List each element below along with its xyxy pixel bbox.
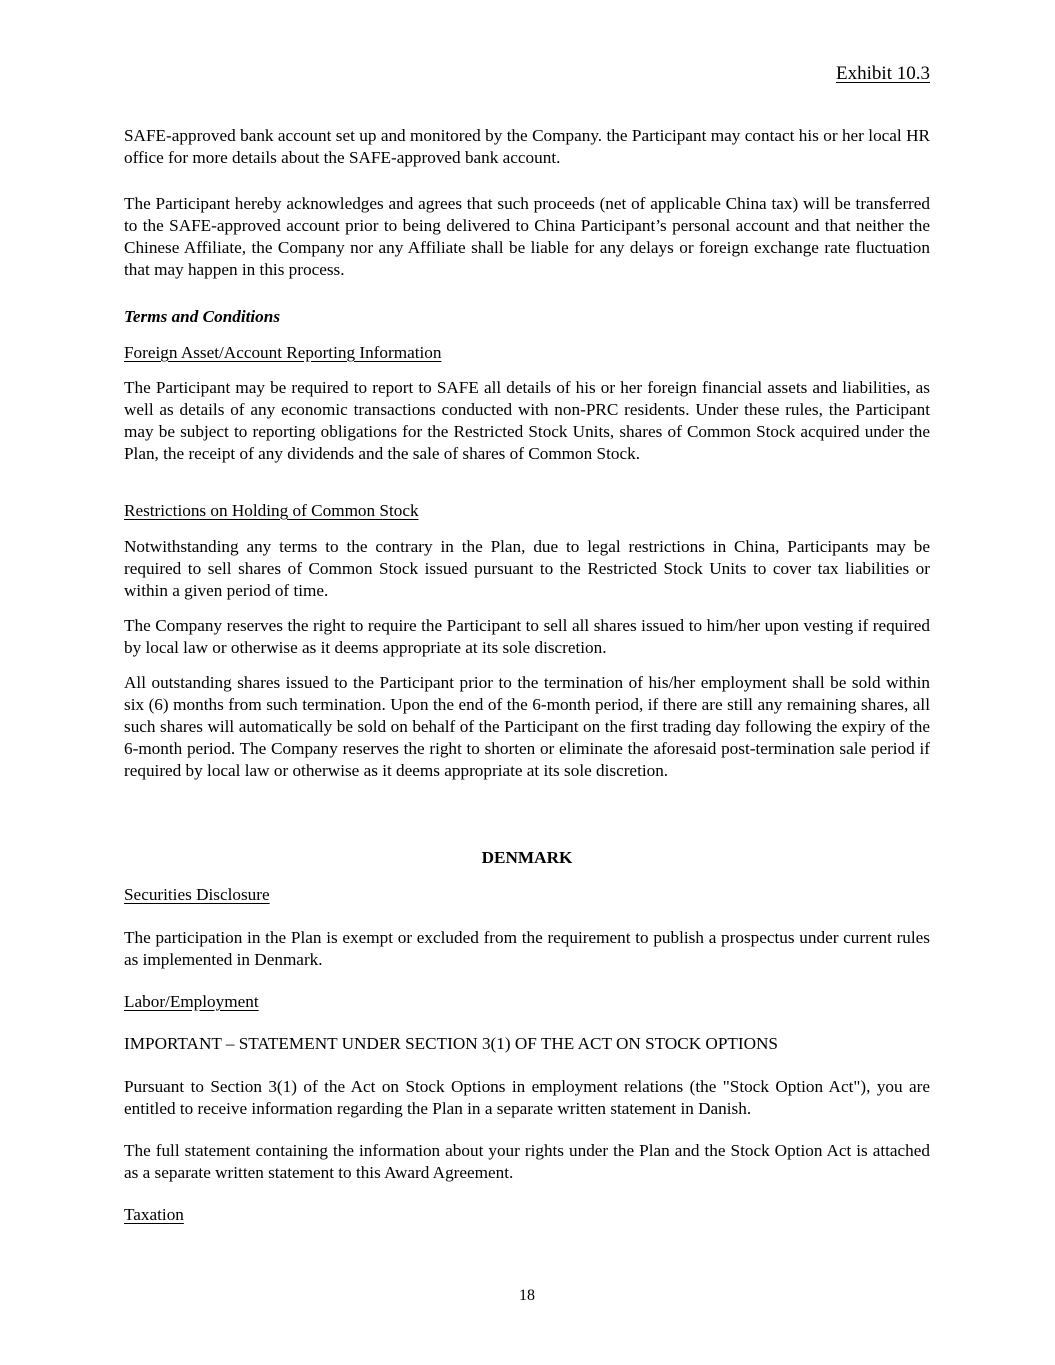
document-page [124, 0, 930, 1365]
page-number: 18 [519, 1287, 535, 1304]
securities-disclosure-heading: Securities Disclosure [124, 885, 270, 904]
statement-heading: IMPORTANT – STATEMENT UNDER SECTION 3(1) OF THE ACT ON STOCK OPTIONS [124, 1034, 778, 1053]
restrictions-heading: Restrictions on Holding of Common Stock [124, 501, 419, 520]
outstanding-shares-paragraph: All outstanding shares issued to the Participant prior to the termination of his/her employment shall be sold within six (6) months from such termination. Upon the end of the 6-month period, if there are still any remaining shares, all such shares will automatically be sold on behalf of the Participant on the first trading day following the expiry of the 6-month period. The Company reserves the right to shorten or eliminate the aforesaid post-termination sale period if required by local law or otherwise as it deems appropriate at its sole discretion. [124, 673, 930, 780]
foreign-asset-heading: Foreign Asset/Account Reporting Information [124, 343, 442, 362]
exhibit-label: Exhibit 10.3 [836, 63, 930, 84]
taxation-heading-line [124, 1204, 930, 1226]
china-safe-account-paragraph: SAFE-approved bank account set up and monitored by the Company. the Participant may contact his or her local HR office for more details about the SAFE-approved bank account. [124, 126, 930, 167]
terms-conditions-heading: Terms and Conditions [124, 307, 281, 326]
foreign-asset-heading-line [124, 342, 930, 364]
full-statement-paragraph: The full statement containing the information about your rights under the Plan and the Stock Option Act is attached as a separate written statement to this Award Agreement. [124, 1141, 930, 1182]
stock-option-act-paragraph: Pursuant to Section 3(1) of the Act on Stock Options in employment relations (the "Stock Option Act"), you are entitled to receive information regarding the Plan in a separate written statement in Danish. [124, 1077, 930, 1118]
china-proceeds-paragraph: The Participant hereby acknowledges and agrees that such proceeds (net of applicable China tax) will be transferred to the SAFE-approved account prior to being delivered to China Participant’s personal account and that neither the Chinese Affiliate, the Company nor any Affiliate shall be liable for any delays or foreign exchange rate fluctuation that may happen in this process. [124, 194, 930, 279]
taxation-heading: Taxation [124, 1205, 184, 1224]
securities-paragraph: The participation in the Plan is exempt or excluded from the requirement to publish a prospectus under current rules as implemented in Denmark. [124, 928, 930, 969]
company-reserves-paragraph: The Company reserves the right to require the Participant to sell all shares issued to him/her upon vesting if required by local law or otherwise as it deems appropriate at its sole discretion. [124, 616, 930, 657]
restrictions-heading-line [124, 500, 930, 522]
foreign-asset-paragraph: The Participant may be required to report to SAFE all details of his or her foreign financial assets and liabilities, as well as details of any economic transactions conducted with non-PRC residents. Under these rules, the Participant may be subject to reporting obligations for the Restricted Stock Units, shares of Common Stock acquired under the Plan, the receipt of any dividends and the sale of shares of Common Stock. [124, 378, 930, 463]
denmark-heading: DENMARK [481, 848, 573, 867]
labor-employment-heading: Labor/Employment [124, 992, 259, 1011]
restrictions-paragraph: Notwithstanding any terms to the contrary in the Plan, due to legal restrictions in China, Participants may be required to sell shares of Common Stock issued pursuant to the Restricted Stock Units to cover tax liabilities or within a given period of time. [124, 537, 930, 600]
labor-heading-line [124, 991, 930, 1013]
securities-heading-line [124, 884, 930, 906]
